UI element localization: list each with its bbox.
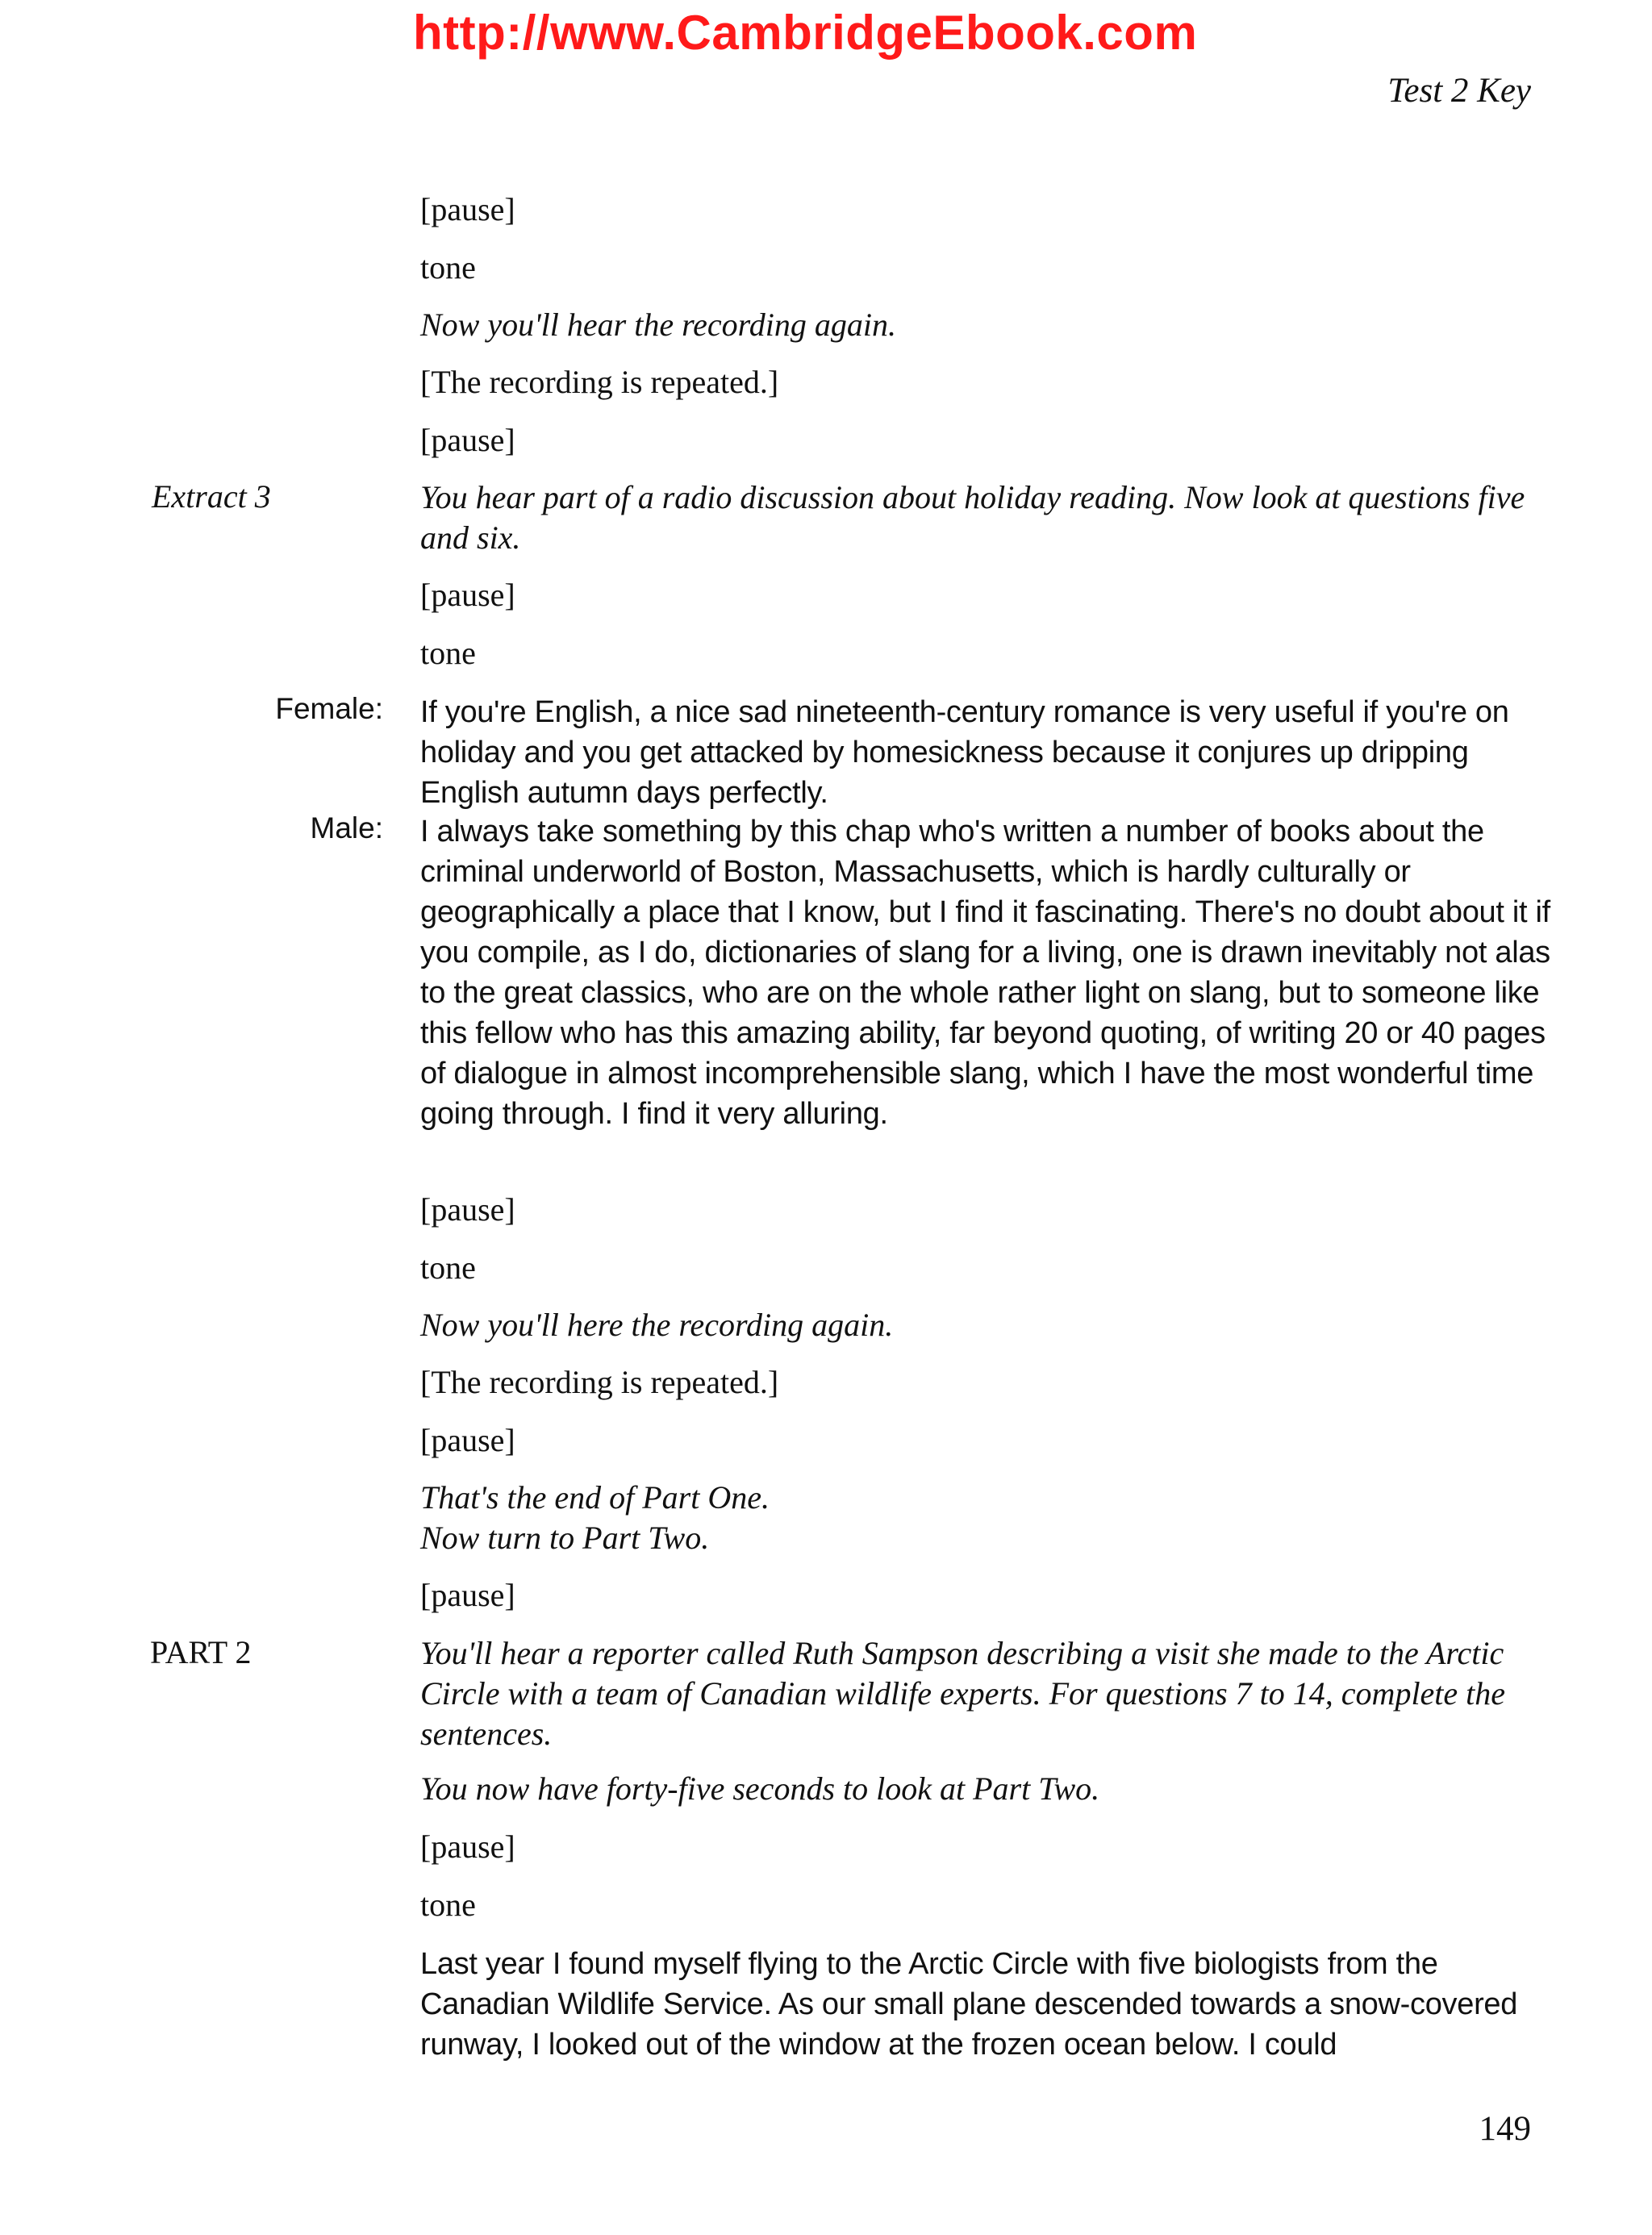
transcript-reporter: Last year I found myself flying to the Arctic Circle with five biologists from the Canadian Wildlife Service. As our small plane descended towards a snow-covered runway, I looked out of the window at the frozen ocean below. I could [420,1947,1518,2062]
stage-direction: [pause] [420,1577,515,1613]
stage-direction: tone [420,249,476,286]
stage-direction: [pause] [420,1191,515,1228]
instruction: You now have forty-five seconds to look at Part Two. [420,1770,1100,1807]
running-head: Test 2 Key [1387,72,1531,110]
instruction: You hear part of a radio discussion about holiday reading. Now look at questions five and six. [420,479,1525,556]
transcript-male: I always take something by this chap who's written a number of books about the criminal underworld of Boston, Massachusetts, which is hardly culturally or geographically a place that I know, but I find it fascinating. There's no doubt about it if you compile, as I do, dictionaries of slang for a living, one is drawn inevitably not alas to the great classics, who are on the whole rather light on slang, but to someone like this fellow who has this amazing ability, far beyond quoting, of writing 20 or 40 pages of dialogue in almost incomprehensible slang, which I have the most wonderful time going through. I find it very alluring. [420,815,1550,1131]
watermark-url: http://www.CambridgeEbook.com [413,6,1198,60]
stage-direction: tone [420,635,476,671]
transcript-female: If you're English, a nice sad nineteenth-century romance is very useful if you're on holiday and you get attacked by homesickness because it conjures up dripping English autumn days perfectly. [420,695,1509,810]
page-number: 149 [1479,2110,1531,2148]
stage-direction: tone [420,1887,476,1923]
stage-direction: [pause] [420,577,515,613]
section-label-part-2: PART 2 [150,1634,252,1670]
stage-direction: [The recording is repeated.] [420,364,779,400]
stage-direction: [pause] [420,422,515,458]
instruction: You'll hear a reporter called Ruth Sampson describing a visit she made to the Arctic Circle with a team of Canadian wildlife experts. For questions 7 to 14, complete the sentences. [420,1635,1506,1752]
stage-direction: tone [420,1249,476,1286]
instruction: Now you'll hear the recording again. [420,306,896,343]
speaker-label-female: Female: [275,692,383,725]
stage-direction: [pause] [420,191,515,227]
instruction: Now you'll here the recording again. [420,1307,894,1343]
instruction: That's the end of Part One. Now turn to Part Two. [420,1479,770,1556]
stage-direction: [pause] [420,1422,515,1458]
stage-direction: [The recording is repeated.] [420,1364,779,1400]
speaker-label-male: Male: [310,811,383,844]
section-label-extract-3: Extract 3 [152,478,271,515]
stage-direction: [pause] [420,1828,515,1865]
